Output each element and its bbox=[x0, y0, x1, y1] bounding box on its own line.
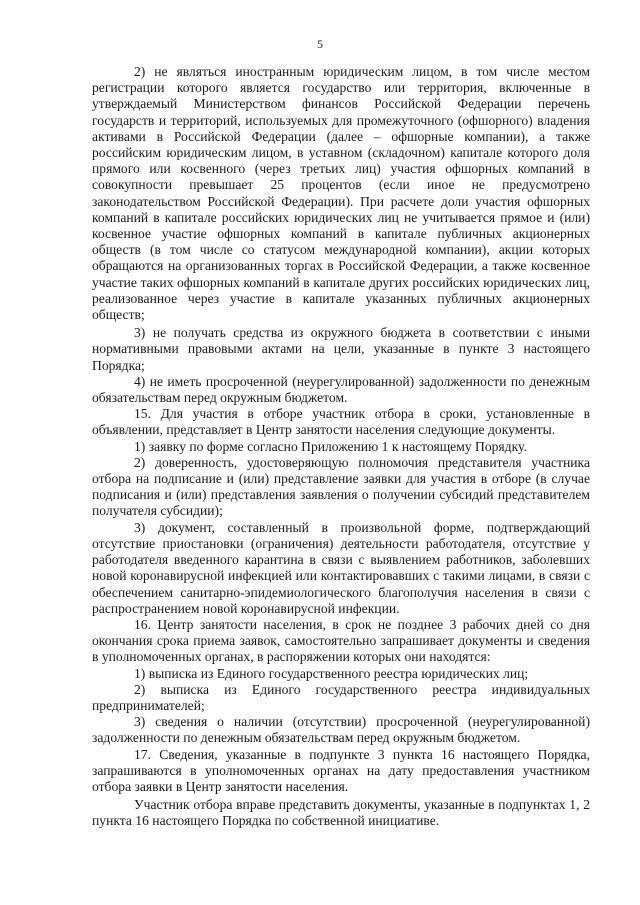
paragraph-clause-15-item-2: 2) доверенность, удостоверяющую полномочия представителя участника отбора на подписание и (или) представление заявки для участия в отборе (в случае подписания и (или) представления заявления о получении субсидий представителем получателя субсидии); bbox=[92, 454, 590, 519]
paragraph-item-2-offshore: 2) не являться иностранным юридическим лицом, в том числе местом регистрации которого является государство или территория, включенные в утверждаемый Министерством финансов Российской Федерации перечень государств и территорий, используемых для промежуточного (офшорного) владения активами в Российской Федерации (далее – офшорные компании), а также российским юридическим лицом, в уставном (складочном) капитале которого доля прямого или косвенного (через третьих лиц) участия офшорных компаний в совокупности превышает 25 процентов (если иное не предусмотрено законодательством Российской Федерации). При расчете доли участия офшорных компаний в капитале российских юридических лиц не учитывается прямое и (или) косвенное участие офшорных компаний в капитале публичных акционерных обществ (в том числе со статусом международной компании), акции которых обращаются на организованных торгах в Российской Федерации, а также косвенное участие таких офшорных компаний в капитале других российских юридических лиц, реализованное через участие в капитале указанных публичных акционерных обществ; bbox=[92, 64, 590, 323]
paragraph-own-initiative: Участник отбора вправе представить документы, указанные в подпунктах 1, 2 пункта 16 настоящего Порядка по собственной инициативе. bbox=[92, 797, 590, 829]
paragraph-clause-17: 17. Сведения, указанные в подпункте 3 пункта 16 настоящего Порядка, запрашиваются в уполномоченных органах на дату предоставления участником отбора заявки в Центр занятости населения. bbox=[92, 746, 590, 794]
page-number: 5 bbox=[317, 37, 323, 51]
paragraph-item-3-budget-funds: 3) не получать средства из окружного бюджета в соответствии с иными нормативными правовыми актами на цели, указанные в пункте 3 настоящего Порядка; bbox=[92, 325, 590, 373]
paragraph-clause-16-item-2: 2) выписка из Единого государственного реестра индивидуальных предпринимателей; bbox=[92, 681, 590, 713]
paragraph-clause-15-item-3: 3) документ, составленный в произвольной форме, подтверждающий отсутствие приостановки (ограничения) деятельности работодателя, отсутствие у работодателя введенного карантина в связи с выявлением работников, заболевших новой коронавирусной инфекцией или контактировавших с такими лицами, в связи с обеспечением санитарно-эпидемиологического благополучия населения в связи с распространением новой коронавирусной инфекции. bbox=[92, 519, 590, 616]
document-body bbox=[92, 64, 590, 830]
paragraph-clause-16: 16. Центр занятости населения, в срок не позднее 3 рабочих дней со дня окончания срока приема заявок, самостоятельно запрашивает документы и сведения в уполномоченных органах, в распоряжении которых они находятся: bbox=[92, 616, 590, 665]
paragraph-item-4-no-debt: 4) не иметь просроченной (неурегулированной) задолженности по денежным обязательствам перед окружным бюджетом. bbox=[92, 373, 590, 406]
paragraph-clause-15: 15. Для участия в отборе участник отбора в сроки, установленные в объявлении, представляет в Центр занятости населения следующие документы. bbox=[92, 406, 590, 438]
paragraph-clause-16-item-1: 1) выписка из Единого государственного реестра юридических лиц; bbox=[134, 665, 529, 681]
paragraph-clause-16-item-3: 3) сведения о наличии (отсутствии) просроченной (неурегулированной) задолженности по денежным обязательствам перед окружным бюджетом. bbox=[92, 714, 590, 746]
paragraph-clause-15-item-1: 1) заявку по форме согласно Приложению 1 к настоящему Порядку. bbox=[134, 438, 527, 454]
